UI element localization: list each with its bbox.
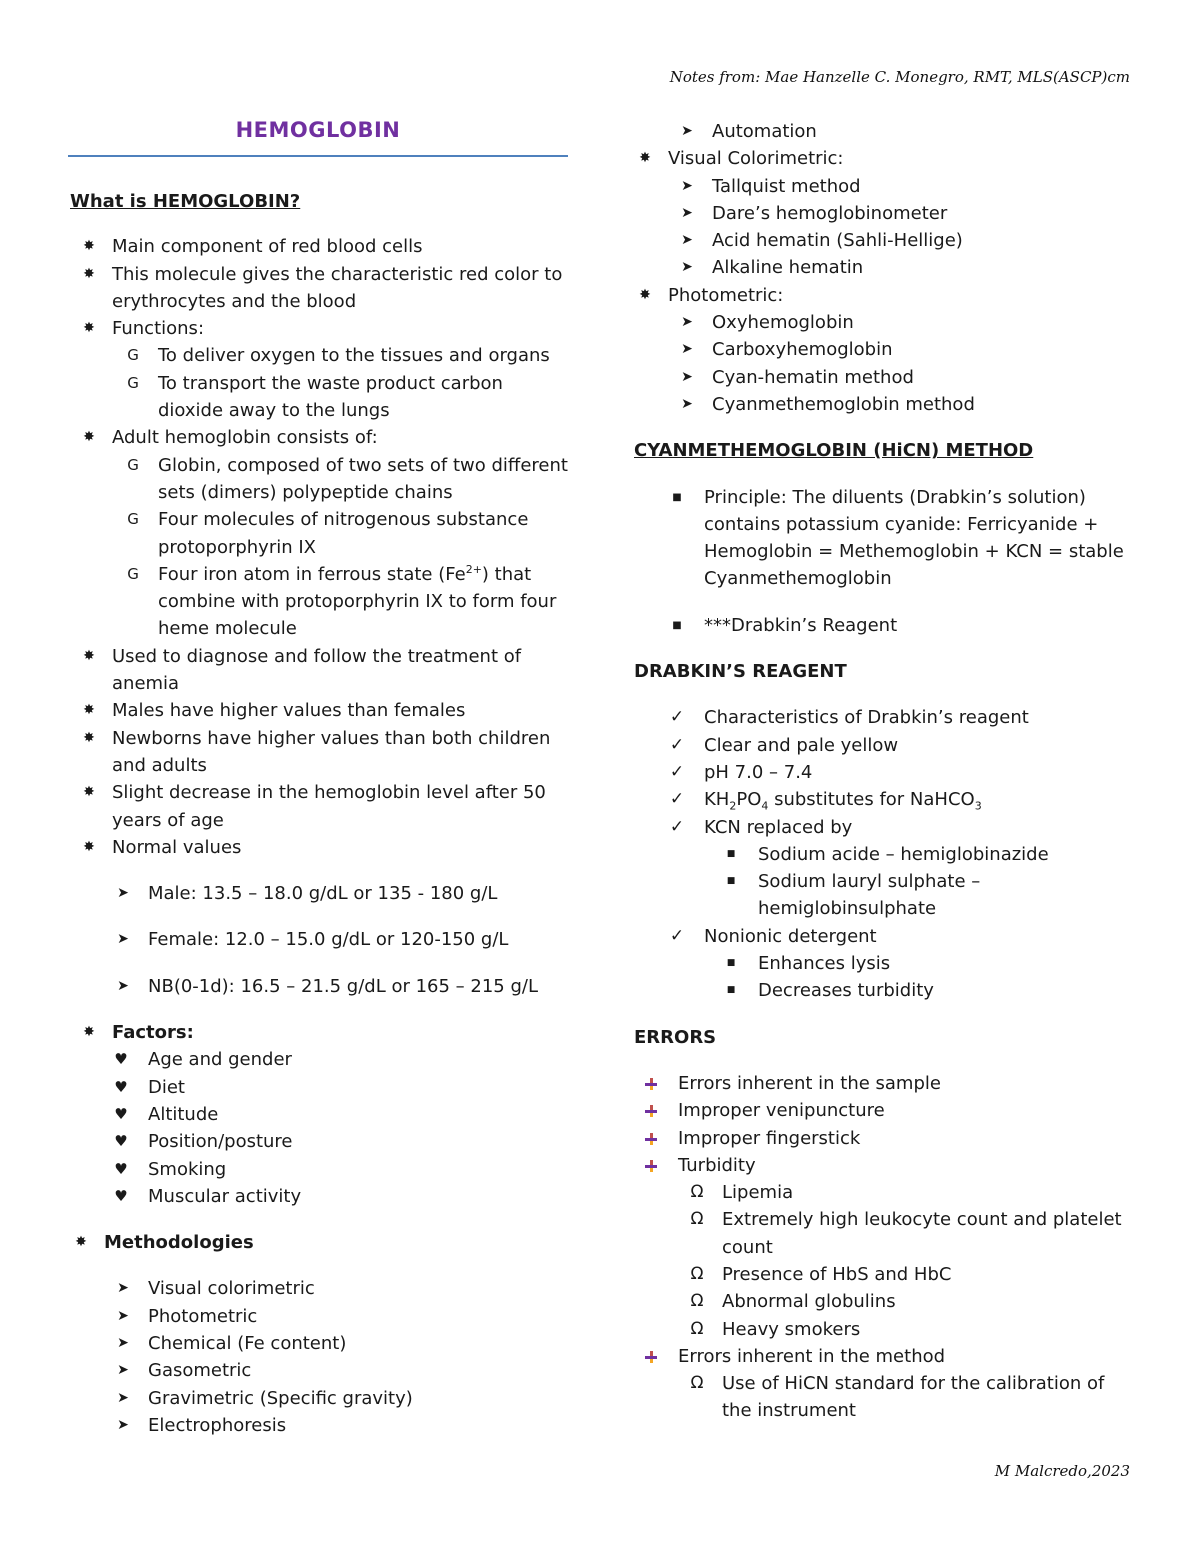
arrowhead-bullet-icon: ➤ [117, 931, 129, 948]
list-item: Improper fingerstick [634, 1125, 1134, 1152]
list-item: ➤ Carboxyhemoglobin [634, 336, 1134, 363]
arrowhead-bullet-icon: ➤ [117, 1307, 129, 1324]
asterisk-bullet-icon: ✸ [83, 784, 95, 801]
checkmark-bullet-icon: ✓ [669, 925, 685, 946]
asterisk-bullet-icon: ✸ [83, 1024, 95, 1041]
list-item: ➤ Visual colorimetric [70, 1275, 570, 1302]
omega-bullet-icon: Ω [690, 1373, 704, 1394]
list-item: ➤ Gravimetric (Specific gravity) [70, 1385, 570, 1412]
arrowhead-bullet-icon: ➤ [681, 341, 693, 358]
list-item: ✸ Main component of red blood cells [70, 233, 570, 260]
arrowhead-bullet-icon: ➤ [681, 368, 693, 385]
asterisk-bullet-icon: ✸ [639, 150, 651, 167]
list-item: ✸ This molecule gives the characteristic red color to erythrocytes and the blood [70, 261, 570, 316]
omega-bullet-icon: Ω [690, 1318, 704, 1339]
list-item: ➤ Automation [634, 118, 1134, 145]
c-bullet-icon: G [127, 373, 139, 392]
arrowhead-bullet-icon: ➤ [117, 977, 129, 994]
list-item: ■ Principle: The diluents (Drabkin’s solution) contains potassium cyanide: Ferricyanide + Hemoglobin = Methemoglobin + KCN = stable Cyanmethemoglobin [634, 484, 1134, 593]
list-item: ✸ Slight decrease in the hemoglobin level after 50 years of age [70, 779, 570, 834]
heart-bullet-icon: ♥ [114, 1077, 128, 1096]
omega-bullet-icon: Ω [690, 1291, 704, 1312]
small-square-bullet-icon: ■ [726, 985, 736, 996]
arrowhead-bullet-icon: ➤ [117, 1416, 129, 1433]
list-item: Ω Heavy smokers [634, 1316, 1134, 1343]
section-heading-errors: ERRORS [634, 1026, 717, 1048]
right-column [634, 118, 1134, 1425]
c-bullet-icon: G [127, 510, 139, 529]
omega-bullet-icon: Ω [690, 1182, 704, 1203]
arrowhead-bullet-icon: ➤ [117, 1334, 129, 1351]
list-item: ♥ Diet [70, 1074, 570, 1101]
omega-bullet-icon: Ω [690, 1209, 704, 1230]
pushpin-bullet-icon [640, 1343, 662, 1370]
section-heading-drabkin: DRABKIN’S REAGENT [634, 661, 847, 683]
small-square-bullet-icon: ■ [726, 848, 736, 859]
pushpin-bullet-icon [640, 1125, 662, 1152]
list-item: ➤ Alkaline hematin [634, 254, 1134, 281]
list-item: ■ Decreases turbidity [634, 977, 1134, 1004]
list-item: ■ Sodium acide – hemiglobinazide [634, 841, 1134, 868]
checkmark-bullet-icon: ✓ [669, 707, 685, 728]
list-item: ➤ Male: 13.5 – 18.0 g/dL or 135 - 180 g/L [70, 880, 570, 907]
footer-note: M Malcredo,2023 [994, 1462, 1130, 1480]
asterisk-bullet-icon: ✸ [639, 286, 651, 303]
square-bullet-icon: ■ [672, 491, 682, 503]
list-item: Turbidity [634, 1152, 1134, 1179]
list-item: ✓ Characteristics of Drabkin’s reagent [634, 704, 1134, 731]
heart-bullet-icon: ♥ [114, 1186, 128, 1205]
pushpin-bullet-icon [640, 1152, 662, 1179]
list-item: ➤ Tallquist method [634, 173, 1134, 200]
list-item: Ω Lipemia [634, 1179, 1134, 1206]
list-item: ➤ Cyanmethemoglobin method [634, 391, 1134, 418]
checkmark-bullet-icon: ✓ [669, 789, 685, 810]
list-item: G Globin, composed of two sets of two different sets (dimers) polypeptide chains [70, 452, 570, 507]
small-square-bullet-icon: ■ [726, 876, 736, 887]
list-item: ➤ Chemical (Fe content) [70, 1330, 570, 1357]
list-item: ✸ Males have higher values than females [70, 697, 570, 724]
arrowhead-bullet-icon: ➤ [681, 314, 693, 331]
list-item: ♥ Age and gender [70, 1046, 570, 1073]
list-item: Errors inherent in the method [634, 1343, 1134, 1370]
title-divider [68, 155, 568, 157]
list-item: Errors inherent in the sample [634, 1070, 1134, 1097]
list-item: ♥ Muscular activity [70, 1183, 570, 1210]
list-item: ✸ Factors: [70, 1019, 570, 1046]
list-item: ✓ Clear and pale yellow [634, 732, 1134, 759]
section-heading-hicn: CYANMETHEMOGLOBIN (HiCN) METHOD [634, 440, 1034, 462]
omega-bullet-icon: Ω [690, 1263, 704, 1284]
c-bullet-icon: G [127, 564, 139, 583]
list-item: ♥ Altitude [70, 1101, 570, 1128]
list-item: ➤ Dare’s hemoglobinometer [634, 200, 1134, 227]
list-item: ➤ Photometric [70, 1303, 570, 1330]
list-item: ✸ Photometric: [634, 282, 1134, 309]
arrowhead-bullet-icon: ➤ [117, 1362, 129, 1379]
asterisk-bullet-icon: ✸ [83, 265, 95, 282]
heart-bullet-icon: ♥ [114, 1050, 128, 1069]
asterisk-bullet-icon: ✸ [83, 429, 95, 446]
list-item: ✸ Functions: [70, 315, 570, 342]
list-item: ■ Enhances lysis [634, 950, 1134, 977]
asterisk-bullet-icon: ✸ [83, 238, 95, 255]
arrowhead-bullet-icon: ➤ [681, 204, 693, 221]
list-item: ✸ Visual Colorimetric: [634, 145, 1134, 172]
list-item: Improper venipuncture [634, 1097, 1134, 1124]
arrowhead-bullet-icon: ➤ [117, 1389, 129, 1406]
pushpin-bullet-icon [640, 1097, 662, 1124]
list-item: ♥ Position/posture [70, 1128, 570, 1155]
list-item: ✓ Nonionic detergent [634, 923, 1134, 950]
list-item: ➤ NB(0-1d): 16.5 – 21.5 g/dL or 165 – 215 g/L [70, 973, 570, 1000]
list-item: ✸ Normal values [70, 834, 570, 861]
list-item: ➤ Cyan-hematin method [634, 364, 1134, 391]
arrowhead-bullet-icon: ➤ [681, 259, 693, 276]
list-item: ■ Sodium lauryl sulphate – hemiglobinsulphate [634, 868, 1134, 923]
list-item: Ω Presence of HbS and HbC [634, 1261, 1134, 1288]
list-item: ♥ Smoking [70, 1156, 570, 1183]
list-item: G To deliver oxygen to the tissues and organs [70, 342, 570, 369]
list-item: G Four iron atom in ferrous state $(Fe^{2+})$ that combine with protoporphyrin IX to form four heme molecule [70, 561, 570, 643]
left-column [70, 188, 570, 1439]
asterisk-bullet-icon: ✸ [83, 702, 95, 719]
c-bullet-icon: G [127, 346, 139, 365]
heart-bullet-icon: ♥ [114, 1104, 128, 1123]
list-item: ➤ Gasometric [70, 1357, 570, 1384]
page-title: HEMOGLOBIN [235, 118, 401, 142]
square-bullet-icon: ■ [672, 619, 682, 631]
list-item: ✓ $KH_2PO_4$ substitutes for NaHCO$_3$ [634, 786, 1134, 813]
list-item: ✸ Methodologies [70, 1229, 570, 1256]
list-item: ✸ Used to diagnose and follow the treatment of anemia [70, 643, 570, 698]
asterisk-bullet-icon: ✸ [83, 320, 95, 337]
arrowhead-bullet-icon: ➤ [681, 395, 693, 412]
checkmark-bullet-icon: ✓ [669, 761, 685, 782]
list-item: ✓ pH 7.0 – 7.4 [634, 759, 1134, 786]
list-item: ✓ KCN replaced by [634, 814, 1134, 841]
arrowhead-bullet-icon: ➤ [681, 123, 693, 139]
asterisk-bullet-icon: ✸ [83, 647, 95, 664]
header-note: Notes from: Mae Hanzelle C. Monegro, RMT, MLS(ASCP)cm [669, 68, 1130, 86]
heart-bullet-icon: ♥ [114, 1132, 128, 1151]
c-bullet-icon: G [127, 455, 139, 474]
asterisk-bullet-icon: ✸ [83, 838, 95, 855]
list-item: ➤ Oxyhemoglobin [634, 309, 1134, 336]
arrowhead-bullet-icon: ➤ [681, 232, 693, 249]
small-square-bullet-icon: ■ [726, 958, 736, 969]
arrowhead-bullet-icon: ➤ [117, 885, 129, 902]
list-item: ➤ Electrophoresis [70, 1412, 570, 1439]
heart-bullet-icon: ♥ [114, 1159, 128, 1178]
checkmark-bullet-icon: ✓ [669, 734, 685, 755]
asterisk-bullet-icon: ✸ [83, 729, 95, 746]
arrowhead-bullet-icon: ➤ [681, 177, 693, 194]
arrowhead-bullet-icon: ➤ [117, 1280, 129, 1297]
section-heading-what-is: What is HEMOGLOBIN? [70, 191, 301, 212]
list-item: ➤ Female: 12.0 – 15.0 g/dL or 120-150 g/L [70, 926, 570, 953]
list-item: Ω Extremely high leukocyte count and platelet count [634, 1206, 1134, 1261]
checkmark-bullet-icon: ✓ [669, 816, 685, 837]
list-item: G To transport the waste product carbon dioxide away to the lungs [70, 370, 570, 425]
list-item: Ω Abnormal globulins [634, 1288, 1134, 1315]
list-item: ■ ***Drabkin’s Reagent [634, 612, 1134, 639]
pushpin-bullet-icon [640, 1070, 662, 1097]
list-item: G Four molecules of nitrogenous substance protoporphyrin IX [70, 506, 570, 561]
list-item: ✸ Newborns have higher values than both children and adults [70, 725, 570, 780]
list-item: Ω Use of HiCN standard for the calibration of the instrument [634, 1370, 1134, 1425]
list-item: ✸ Adult hemoglobin consists of: [70, 424, 570, 451]
asterisk-bullet-icon: ✸ [75, 1234, 87, 1251]
list-item: ➤ Acid hematin (Sahli-Hellige) [634, 227, 1134, 254]
